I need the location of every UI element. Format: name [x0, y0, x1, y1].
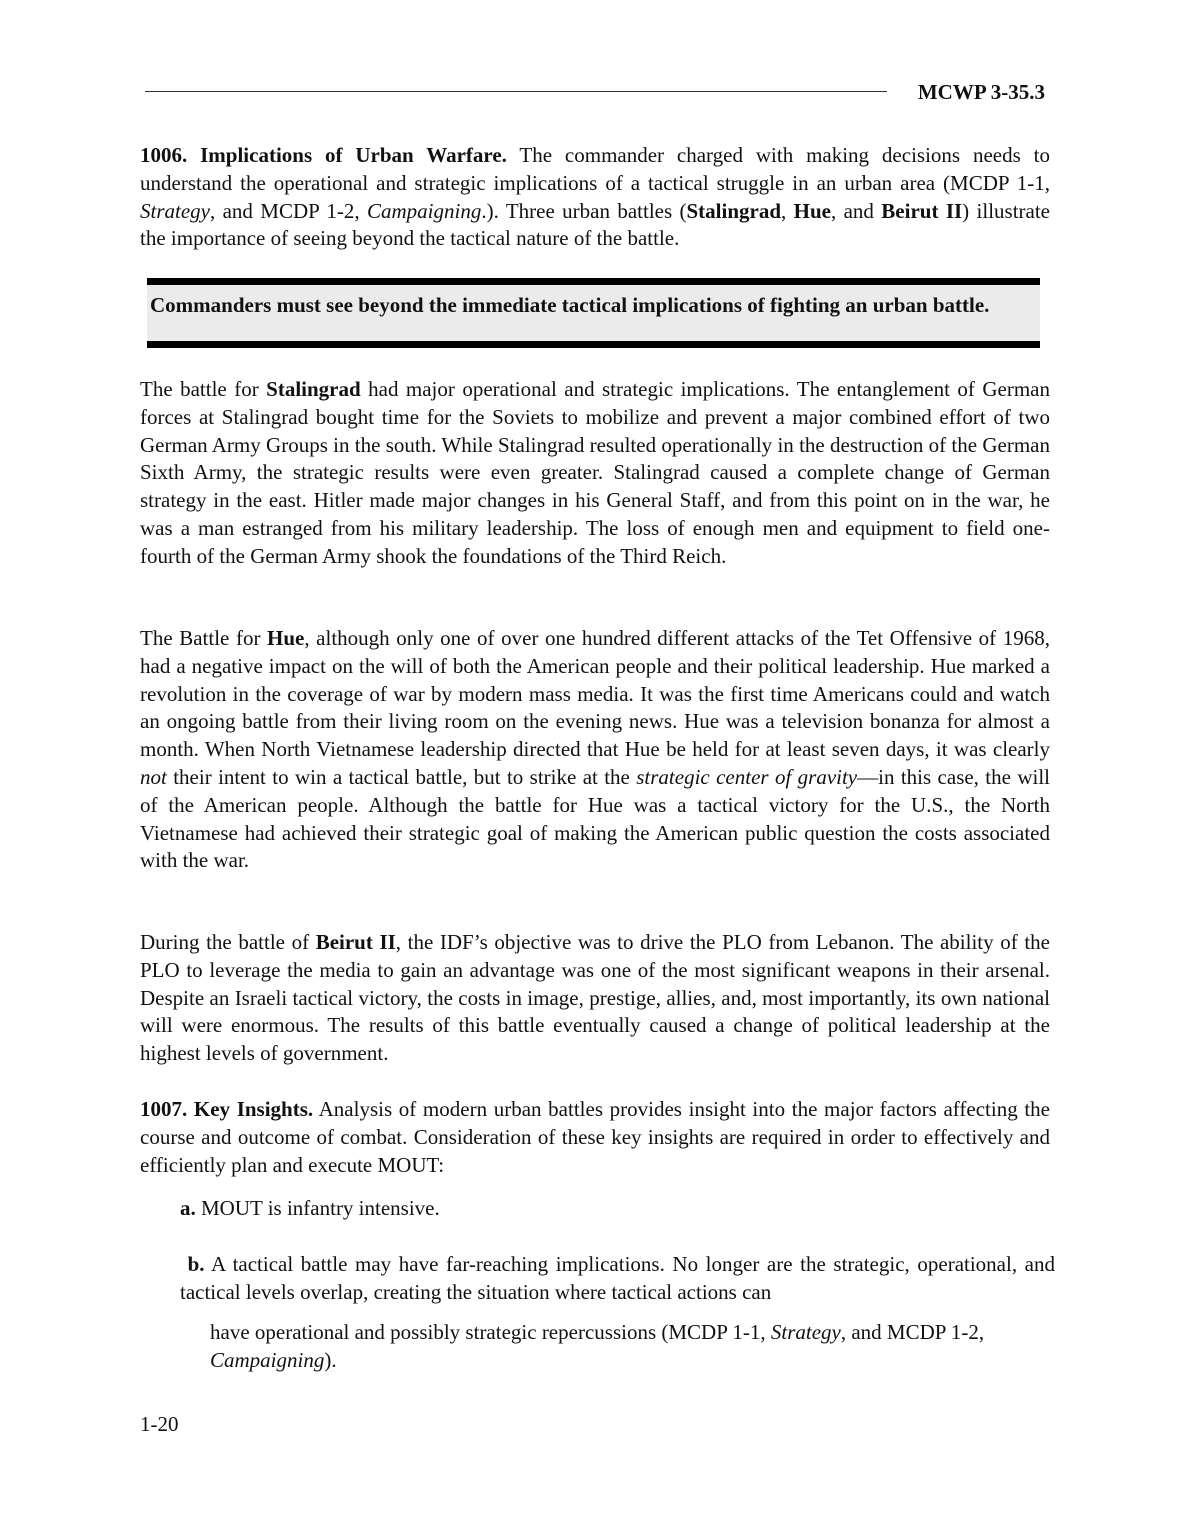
bold-term: Hue [793, 198, 831, 223]
text-run: —in this case, the will of the American people. Although the battle for Hue was a tactical victory for the U.S., the North Vietnamese had achieved their strategic goal of making the American public question the costs associated with the war. [140, 764, 1050, 873]
page-header [145, 78, 1045, 108]
list-item-b [180, 1250, 1055, 1306]
italic-emphasis: strategic center of gravity [636, 764, 858, 789]
bold-term: Stalingrad [686, 198, 782, 223]
list-label: b. [187, 1252, 205, 1276]
text-run: ) illustrate the importance of seeing beyond the tactical nature of the battle. [140, 198, 1051, 251]
list-text: A tactical battle may have far-reaching implications. No longer are the strategic, operational, and tactical levels overlap, creating the situation where tactical actions can [180, 1252, 1055, 1304]
document-code: MCWP 3-35.3 [917, 80, 1045, 104]
italic-ref: Campaigning [367, 198, 482, 223]
text-run: their intent to win a tactical battle, but to strike at the [166, 764, 637, 789]
list-text: MOUT is infantry intensive. [195, 1196, 440, 1220]
italic-ref: Strategy [140, 198, 210, 223]
text-run: The battle for [140, 377, 267, 401]
list-item-b-continuation [210, 1318, 1040, 1374]
text-run: During the battle of [140, 930, 316, 954]
callout-text: Commanders must see beyond the immediate tactical implications of fighting an urban battle. [150, 293, 990, 317]
text-run: The Battle for [140, 626, 268, 650]
bold-term: Beirut II [881, 198, 963, 223]
list-item-a [180, 1194, 440, 1222]
section-1006-heading: 1006. Implications of Urban Warfare. [140, 143, 507, 167]
italic-ref: Strategy [770, 1320, 841, 1344]
italic-emphasis: not [140, 764, 167, 789]
bold-term: Stalingrad [266, 377, 361, 401]
text-run: , and MCDP 1-2, [840, 1320, 985, 1344]
text-run: The commander charged with making decisions needs to understand the operational and strategic implications of a tactical struggle in an urban area (MCDP 1-1, [140, 143, 1050, 195]
text-run: .). Three urban battles ( [481, 198, 687, 223]
text-run: , and MCDP 1-2, [209, 198, 367, 223]
bold-term: Hue [267, 626, 305, 650]
list-label: a. [180, 1196, 196, 1220]
beirut-paragraph [140, 929, 1050, 1068]
hue-paragraph [140, 625, 1050, 875]
section-1007-paragraph [140, 1096, 1050, 1179]
callout-box [147, 278, 1040, 348]
section-1007-heading: 1007. Key Insights. [140, 1097, 314, 1121]
text-run: had major operational and strategic implications. The entanglement of German forces at Stalingrad bought time for the Soviets to mobilize and prevent a major combined effort of two German Army Groups in the south. While Stalingrad resulted operationally in the destruction of the German Sixth Army, the strategic results were even greater. Stalingrad caused a complete change of German strategy in the east. Hitler made major changes in his General Staff, and from this point on in the war, he was a man estranged from his military leadership. The loss of enough men and equipment to field one-fourth of the German Army shook the foundations of the Third Reich. [140, 377, 1050, 568]
page-number: 1-20 [140, 1412, 179, 1436]
text-run: , the IDF’s objective was to drive the PLO from Lebanon. The ability of the PLO to leverage the media to gain an advantage was one of the most significant weapons in their arsenal. Despite an Israeli tactical victory, the costs in image, prestige, allies, and, most importantly, its own national will were enormous. The results of this battle eventually caused a change of political leadership at the highest levels of government. [140, 930, 1050, 1066]
text-run: , and [831, 198, 882, 223]
text-run: , although only one of over one hundred different attacks of the Tet Offensive of 1968, had a negative impact on the will of both the American people and their political leadership. Hue marked a revolution in the coverage of war by modern mass media. It was the first time Americans could and watch an ongoing battle from their living room on the evening news. Hue was a television bonanza for almost a month. When North Vietnamese leadership directed that Hue be held for at least seven days, it was clearly [140, 626, 1050, 762]
bold-term: Beirut II [315, 930, 396, 954]
text-run: Analysis of modern urban battles provides insight into the major factors affecting the course and outcome of combat. Consideration of these key insights are required in order to effectively and efficiently plan and execute MOUT: [140, 1097, 1050, 1177]
stalingrad-paragraph [140, 376, 1050, 571]
header-rule [145, 91, 887, 92]
text-run: ). [324, 1348, 337, 1372]
text-run: , [781, 198, 794, 223]
section-1006-paragraph [140, 142, 1050, 253]
text-run: have operational and possibly strategic repercussions (MCDP 1-1, [210, 1320, 771, 1344]
italic-ref: Campaigning [210, 1348, 325, 1372]
